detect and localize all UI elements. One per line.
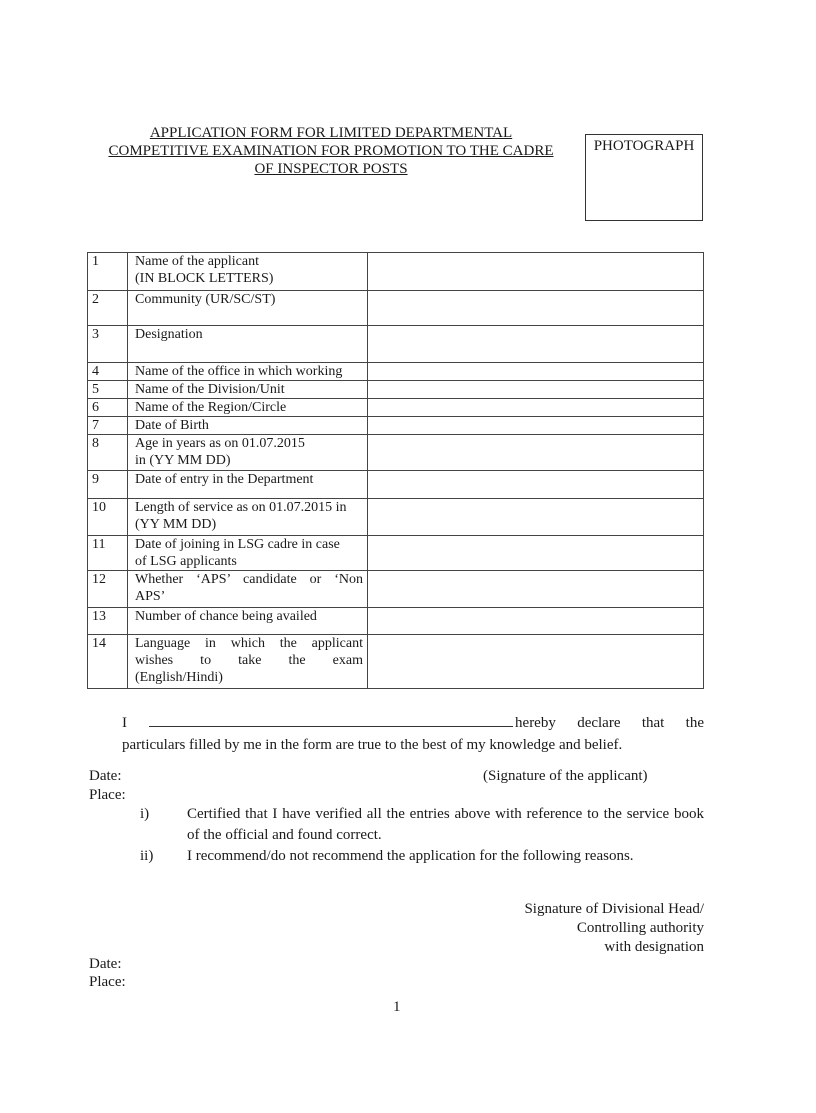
field-label-line: Number of chance being availed (135, 609, 317, 624)
field-label (128, 326, 368, 363)
field-label-line: Date of Birth (135, 418, 209, 433)
table-row (88, 417, 704, 435)
field-label-line: (IN BLOCK LETTERS) (135, 271, 274, 286)
certification-item (140, 846, 704, 867)
certification-text: Certified that I have verified all the entries above with reference to the service book of the official and found correct. (187, 806, 704, 843)
row-number: 2 (88, 291, 128, 326)
field-label-line: Name of the Region/Circle (135, 400, 287, 415)
field-value[interactable] (368, 417, 704, 435)
field-label-line: Name of the Division/Unit (135, 382, 285, 397)
field-value[interactable] (368, 536, 704, 571)
declaration-word: hereby (515, 715, 556, 731)
declaration-pronoun: I (122, 715, 127, 731)
field-value[interactable] (368, 435, 704, 471)
declaration-name-blank[interactable] (149, 712, 513, 727)
field-label (128, 291, 368, 326)
table-row (88, 536, 704, 571)
declaration-line-2: particulars filled by me in the form are true to the best of my knowledge and belief. (122, 737, 623, 753)
authority-place-label: Place: (89, 974, 126, 990)
field-label (128, 471, 368, 499)
field-label-line: Whether ‘APS’ candidate or ‘Non (135, 572, 363, 587)
table-row (88, 608, 704, 635)
field-label (128, 253, 368, 291)
field-value[interactable] (368, 381, 704, 399)
row-number: 9 (88, 471, 128, 499)
field-value[interactable] (368, 635, 704, 689)
table-row (88, 399, 704, 417)
field-label-line: Designation (135, 327, 203, 342)
field-value[interactable] (368, 499, 704, 536)
table-row (88, 326, 704, 363)
title-line-2: COMPETITIVE EXAMINATION FOR PROMOTION TO THE CADRE (108, 143, 554, 159)
field-value[interactable] (368, 608, 704, 635)
row-number: 7 (88, 417, 128, 435)
field-value[interactable] (368, 326, 704, 363)
page-number: 1 (393, 999, 401, 1015)
certification-item (140, 804, 704, 846)
row-number: 4 (88, 363, 128, 381)
authority-signature-line: Signature of Divisional Head/ (524, 901, 704, 917)
field-label-line: Name of the applicant (135, 254, 260, 269)
field-label-line: wishes to take the exam (135, 653, 363, 668)
authority-date-label: Date: (89, 956, 122, 972)
declaration-word: the (685, 715, 704, 731)
authority-signature (524, 900, 704, 957)
field-value[interactable] (368, 253, 704, 291)
field-value[interactable] (368, 363, 704, 381)
row-number: 8 (88, 435, 128, 471)
field-label (128, 571, 368, 608)
field-label-line: Language in which the applicant (135, 636, 363, 651)
field-value[interactable] (368, 291, 704, 326)
table-row (88, 571, 704, 608)
field-label-line: (YY MM DD) (135, 517, 217, 532)
field-label-line: Age in years as on 01.07.2015 (135, 436, 305, 451)
row-number: 11 (88, 536, 128, 571)
authority-signature-line: Controlling authority (576, 920, 704, 936)
applicant-date-label: Date: (89, 768, 122, 784)
field-label-line: of LSG applicants (135, 554, 237, 569)
certification (140, 804, 704, 867)
title-line-3: OF INSPECTOR POSTS (254, 161, 408, 177)
field-label-line: (English/Hindi) (135, 670, 223, 685)
field-label (128, 499, 368, 536)
certification-mark: i) (140, 806, 150, 822)
form-title (96, 124, 566, 178)
field-label-line: Community (UR/SC/ST) (135, 292, 276, 307)
field-label-line: Name of the office in which working (135, 364, 343, 379)
field-label-line: in (YY MM DD) (135, 453, 231, 468)
table-row (88, 499, 704, 536)
applicant-signature: (Signature of the applicant) (483, 768, 648, 784)
field-label (128, 417, 368, 435)
table-row (88, 363, 704, 381)
table-row (88, 635, 704, 689)
field-label (128, 536, 368, 571)
field-label-line: Length of service as on 01.07.2015 in (135, 500, 347, 515)
table-row (88, 435, 704, 471)
field-label (128, 635, 368, 689)
table-row (88, 253, 704, 291)
row-number: 14 (88, 635, 128, 689)
field-value[interactable] (368, 399, 704, 417)
row-number: 1 (88, 253, 128, 291)
authority-signature-line: with designation (604, 939, 704, 955)
declaration-word: that (641, 715, 665, 731)
field-label (128, 363, 368, 381)
row-number: 13 (88, 608, 128, 635)
table-row (88, 291, 704, 326)
table-row (88, 471, 704, 499)
row-number: 10 (88, 499, 128, 536)
certification-mark: ii) (140, 848, 154, 864)
row-number: 12 (88, 571, 128, 608)
declaration-word: declare (577, 715, 621, 731)
certification-text: I recommend/do not recommend the application for the following reasons. (187, 848, 634, 864)
photograph-box: PHOTOGRAPH (585, 134, 703, 221)
row-number: 5 (88, 381, 128, 399)
field-label (128, 608, 368, 635)
field-label-line: APS’ (135, 589, 166, 604)
row-number: 6 (88, 399, 128, 417)
applicant-details-table (87, 252, 704, 689)
field-label (128, 399, 368, 417)
declaration (122, 712, 704, 756)
field-label (128, 435, 368, 471)
title-line-1: APPLICATION FORM FOR LIMITED DEPARTMENTAL (149, 125, 513, 141)
field-label-line: Date of entry in the Department (135, 472, 314, 487)
table-row (88, 381, 704, 399)
applicant-place-label: Place: (89, 787, 126, 803)
field-label (128, 381, 368, 399)
field-value[interactable] (368, 471, 704, 499)
field-label-line: Date of joining in LSG cadre in case (135, 537, 340, 552)
row-number: 3 (88, 326, 128, 363)
field-value[interactable] (368, 571, 704, 608)
